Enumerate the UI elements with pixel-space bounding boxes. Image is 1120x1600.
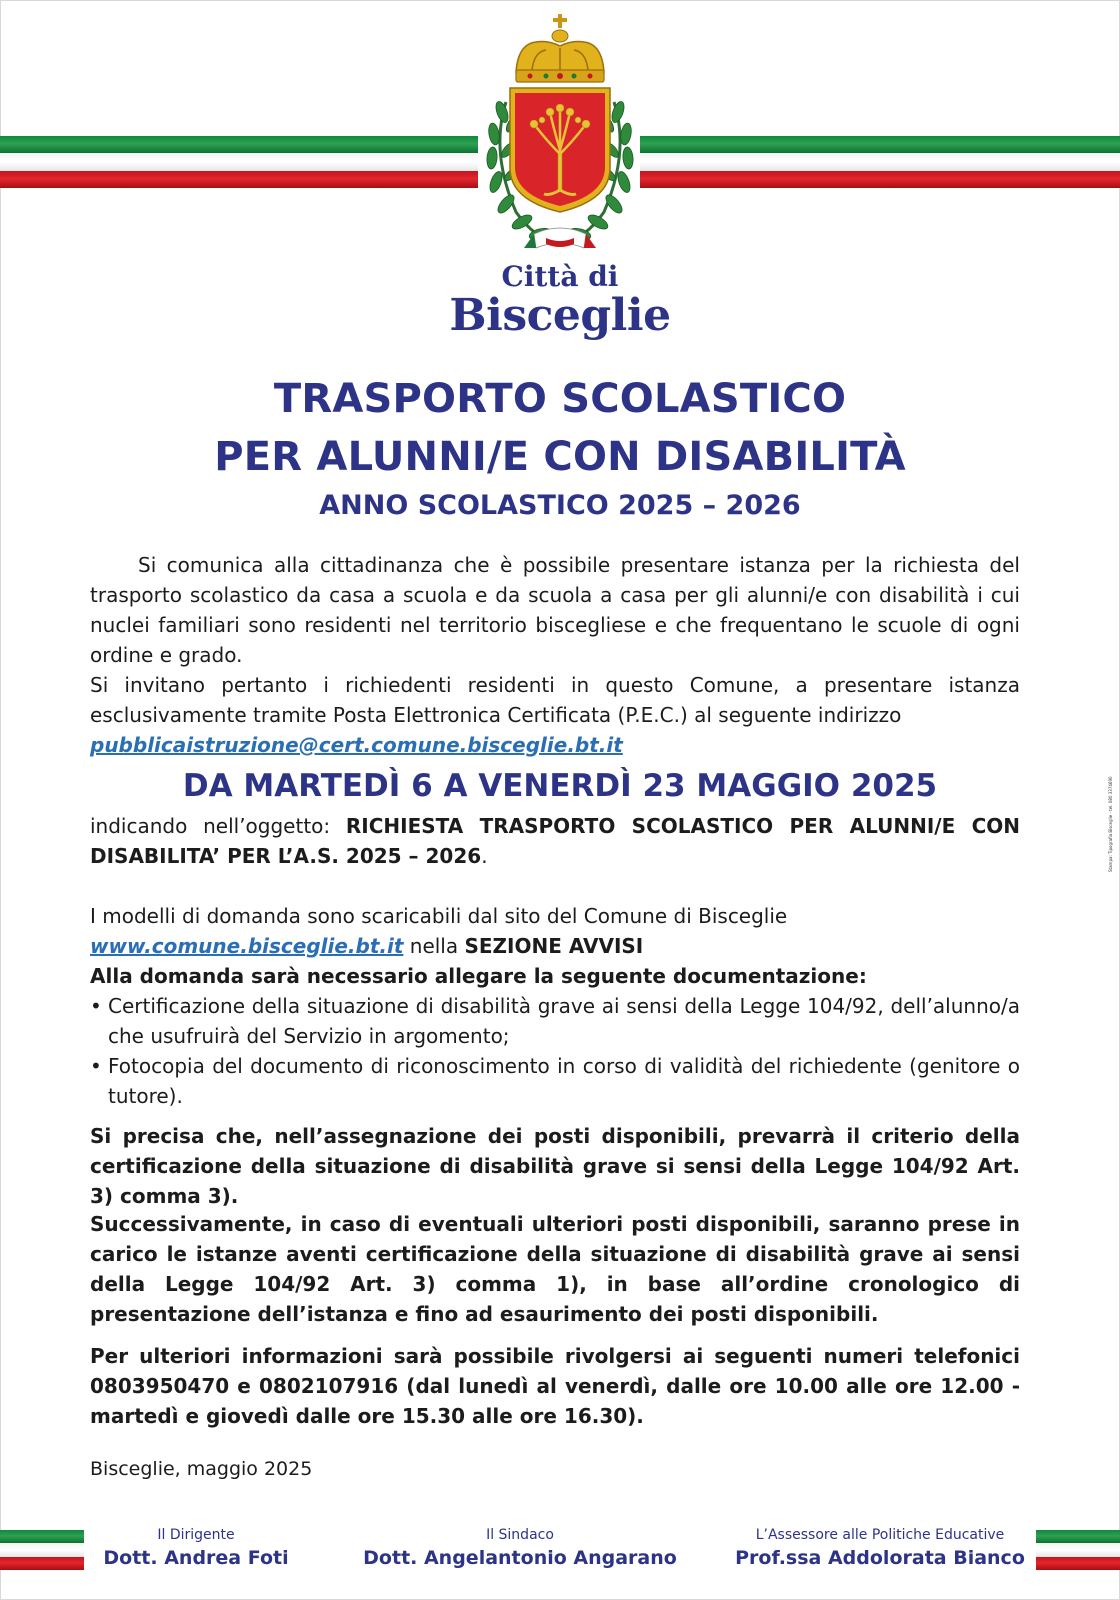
signature-assessore [730,1526,1030,1572]
section-intro: nella [409,934,459,958]
signature-name: Prof.ssa Addolorata Bianco [735,1547,1025,1569]
signature-name: Dott. Angelantonio Angarano [363,1547,677,1569]
bullet-icon: • [90,1054,102,1078]
section-name: SEZIONE AVVISI [464,934,644,958]
coat-of-arms-emblem [476,12,644,260]
signature-sindaco [360,1526,680,1572]
crown-icon [516,30,604,82]
city-name: Bisceglie [449,290,671,341]
signature-role: Il Sindaco [486,1527,554,1543]
notice-title-line2: PER ALUNNI/E CON DISABILITÀ [214,434,906,480]
list-item-text: Certificazione della situazione di disabilità grave ai sensi della Legge 104/92, dell’alunno/a che usufruirà del Servizio in argomento; [108,994,1020,1048]
tricolor-ribbon-right [640,136,1120,188]
printer-mark [1108,722,1116,872]
contact-info-paragraph: Per ulteriori informazioni sarà possibile rivolgersi ai seguenti numeri telefonici 0803950470 e 0802107916 (dal lunedì al venerdì, dalle ore 10.00 alle ore 12.00 - martedì e giovedì dalle ore 15.30 alle ore 16.30). [90,1344,1020,1428]
notice-title-line1: TRASPORTO SCOLASTICO [273,376,847,422]
signature-role: L’Assessore alle Politiche Educative [755,1527,1005,1543]
list-item [90,991,1020,1051]
attachments-list [90,991,1020,1111]
subsequent-paragraph: Successivamente, in caso di eventuali ulteriori posti disponibili, saranno prese in carico le istanze aventi certificazione della situazione di disabilità grave ai sensi della Legge 104/92 Art. 3) comma 1), in base all’ordine cronologico di presentazione dell’istanza e fino ad esaurimento dei posti disponibili. [90,1212,1020,1326]
submission-date-range: DA MARTEDÌ 6 A VENERDÌ 23 MAGGIO 2025 [182,768,938,804]
pec-paragraph [90,670,1020,760]
subject-text: RICHIESTA TRASPORTO SCOLASTICO PER ALUNNI/E CON DISABILITA’ PER L’A.S. 2025 – 2026 [90,814,1020,868]
city-prefix: Città di [501,260,619,293]
place-and-date: Bisceglie, maggio 2025 [90,1458,313,1480]
tricolor-ribbon-left [0,136,478,188]
models-paragraph [90,901,1020,991]
signature-role: Il Dirigente [157,1527,235,1543]
shield-icon [510,88,610,212]
list-item-text: Fotocopia del documento di riconoscimento in corso di validità del richiedente (genitore o tutore). [108,1054,1020,1108]
subject-end: . [481,844,488,868]
pec-email-link[interactable]: pubblicaistruzione@cert.comune.bisceglie.bt.it [90,733,623,757]
signature-name: Dott. Andrea Foti [103,1547,289,1569]
attachments-heading: Alla domanda sarà necessario allegare la seguente documentazione: [90,964,867,988]
models-text: I modelli di domanda sono scaricabili dal sito del Comune di Bisceglie [90,904,788,928]
list-item [90,1051,1020,1111]
signature-dirigente [96,1526,296,1572]
intro-paragraph: Si comunica alla cittadinanza che è possibile presentare istanza per la richiesta del trasporto scolastico da casa a scuola e da scuola a casa per gli alunni/e con disabilità i cui nuclei familiari sono residenti nel territorio biscegliese e che frequentano le scuole di ogni ordine e grado. [90,553,1020,667]
tricolor-ribbon-bottom-right [1036,1530,1120,1570]
priority-paragraph: Si precisa che, nell’assegnazione dei posti disponibili, prevarrà il criterio della certificazione della situazione di disabilità grave si sensi della Legge 104/92 Art. 3) comma 3). [90,1124,1020,1208]
subject-intro: indicando nell’oggetto: [90,814,331,838]
printer-mark-text: Stampa: Tipografia Bisceglie - tel. 080 3374690 [1108,776,1113,872]
subject-paragraph [90,811,1020,871]
school-year-subtitle: ANNO SCOLASTICO 2025 – 2026 [319,490,801,521]
website-link[interactable]: www.comune.bisceglie.bt.it [90,934,404,958]
tricolor-ribbon-bottom-left [0,1530,84,1570]
bullet-icon: • [90,994,102,1018]
pec-instruction-text: Si invitano pertanto i richiedenti residenti in questo Comune, a presentare istanza esclusivamente tramite Posta Elettronica Certificata (P.E.C.) al seguente indirizzo [90,673,1020,727]
